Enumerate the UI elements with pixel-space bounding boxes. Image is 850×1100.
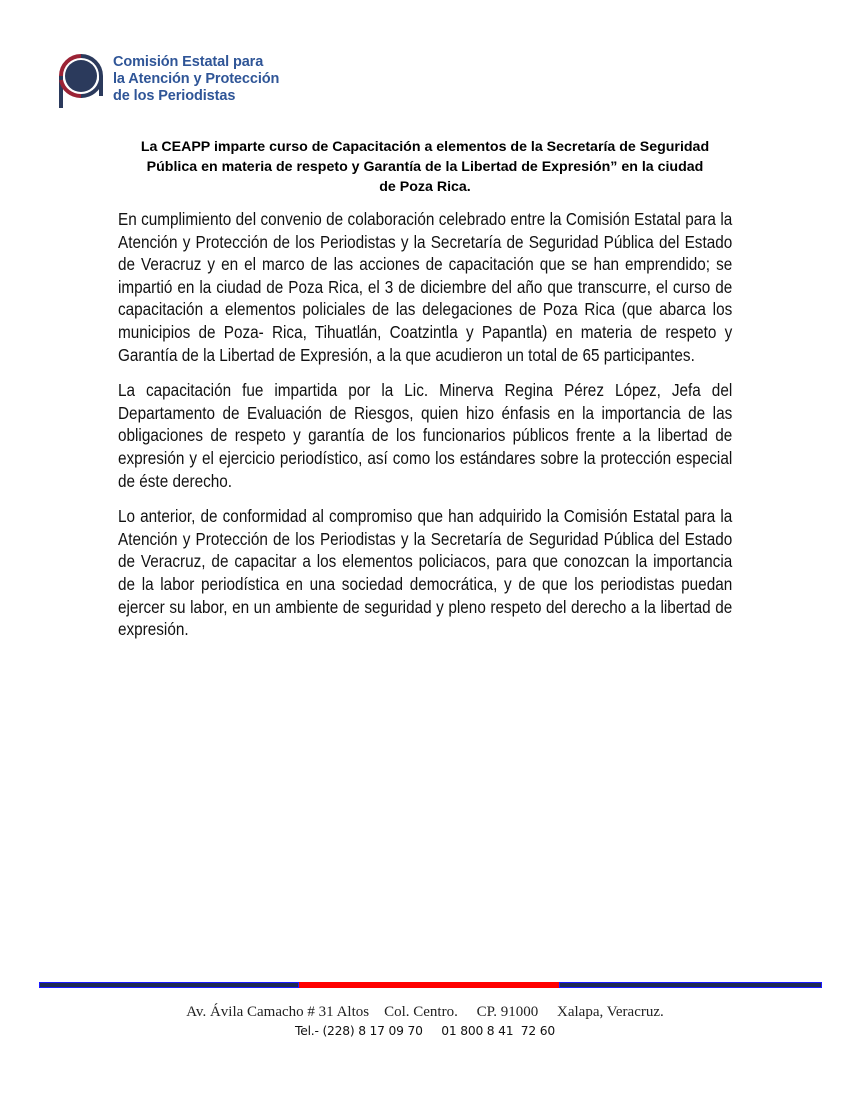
title-line: Pública en materia de respeto y Garantía de la Libertad de Expresión” en la ciudad bbox=[146, 159, 704, 175]
title-line: de Poza Rica. bbox=[379, 179, 471, 195]
footer-bar-blue-left bbox=[39, 982, 299, 988]
footer-divider-bar bbox=[39, 982, 822, 988]
title-line: La CEAPP imparte curso de Capacitación a elementos de la Secretaría de Seguridad bbox=[140, 139, 710, 155]
body-paragraph: Lo anterior, de conformidad al compromiso que han adquirido la Comisión Estatal para la Atención y Protección de los Periodistas y la Secretaría de Seguridad Pública del Estado de Veracruz, de capacitar a los elementos policiacos, para que conozcan la importancia de la labor periodística en una sociedad democrática, y de que los periodistas puedan ejercer su labor, en un ambiente de seguridad y pleno respeto del derecho a la libertad de expresión. bbox=[118, 506, 733, 640]
organization-name bbox=[113, 54, 279, 105]
body-paragraph: La capacitación fue impartida por la Lic. Minerva Regina Pérez López, Jefa del Departamento de Evaluación de Riesgos, quien hizo énfasis en la importancia de las obligaciones de respeto y garantía de los funcionarios públicos frente a la libertad de expresión y el ejercicio periodístico, así como los estándares sobre la protección especial de éste derecho. bbox=[118, 380, 733, 491]
footer-bar-blue-right bbox=[559, 982, 822, 988]
document-body bbox=[118, 208, 732, 654]
ceapp-logo bbox=[52, 52, 108, 110]
footer-address: Av. Ávila Camacho # 31 Altos Col. Centro. CP. 91000 Xalapa, Veracruz. bbox=[186, 1004, 664, 1020]
footer-bar-red-center bbox=[299, 982, 559, 988]
organization-name-line: Comisión Estatal para bbox=[113, 54, 264, 70]
document-title bbox=[95, 137, 755, 197]
organization-name-line: la Atención y Protección bbox=[113, 71, 280, 87]
logo-inner-circle bbox=[65, 60, 97, 92]
footer-phones: Tel.- (228) 8 17 09 70 01 800 8 41 72 60 bbox=[294, 1024, 555, 1038]
organization-name-line: de los Periodistas bbox=[113, 88, 236, 104]
body-paragraph: En cumplimiento del convenio de colaboración celebrado entre la Comisión Estatal para la Atención y Protección de los Periodistas y la Secretaría de Seguridad Pública del Estado de Veracruz y en el marco de las acciones de capacitación que se han emprendido; se impartió en la ciudad de Poza Rica, el 3 de diciembre del año que transcurre, el curso de capacitación a elementos policiales de las delegaciones de Poza Rica (que abarca los municipios de Poza- Rica, Tihuatlán, Coatzintla y Papantla) en materia de respeto y Garantía de la Libertad de Expresión, a la que acudieron un total de 65 participantes. bbox=[118, 209, 733, 365]
